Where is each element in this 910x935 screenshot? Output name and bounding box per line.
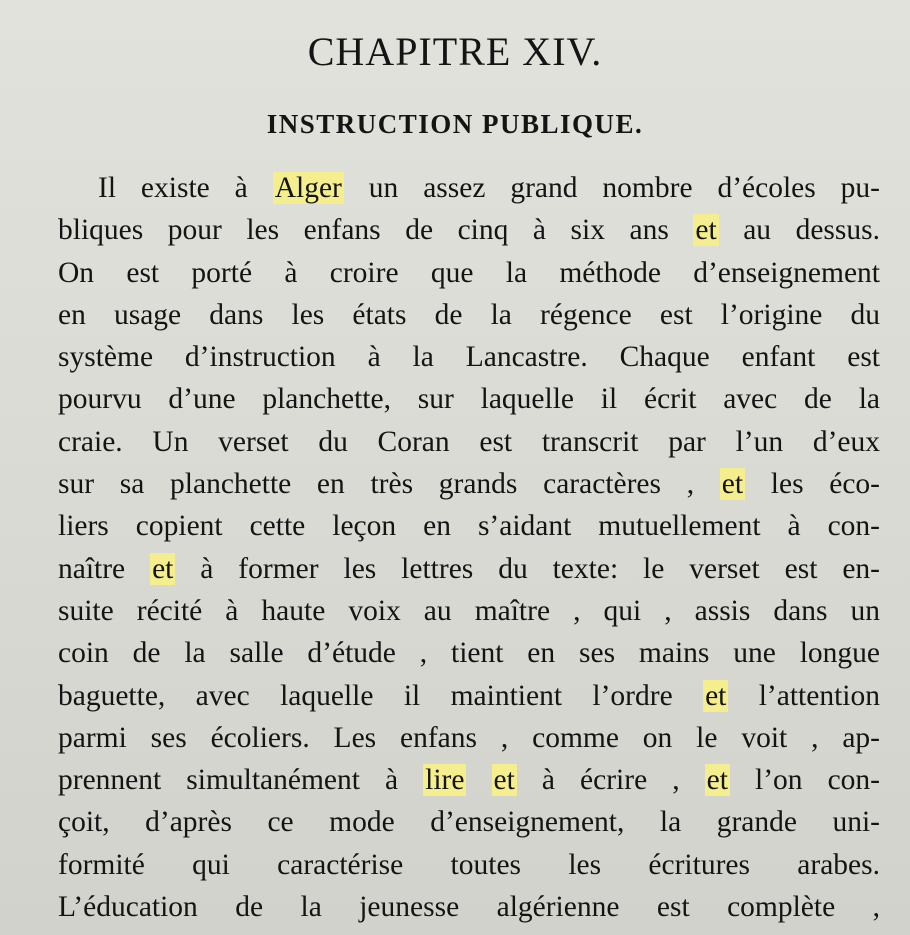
text-segment: prennent simultanément à: [58, 764, 424, 797]
text-segment: système d’instruction à la Lancastre. Chaque enfant est: [58, 341, 880, 374]
text-line: [58, 463, 880, 505]
text-line: [58, 548, 880, 590]
text-line: [58, 209, 880, 251]
text-segment: l’on con-: [729, 764, 881, 797]
text-segment: à former les lettres du texte: le verset est en-: [175, 552, 880, 585]
text-segment: parmi ses écoliers. Les enfans , comme on le voit , ap-: [58, 721, 880, 754]
highlighted-word: et: [493, 764, 515, 797]
text-line: [58, 336, 880, 378]
text-segment: au dessus.: [718, 214, 880, 247]
highlighted-word: et: [706, 764, 728, 797]
text-segment: naître: [58, 552, 151, 585]
text-segment: en usage dans les états de la régence est l’origine du: [58, 298, 880, 331]
highlighted-word: lire: [425, 764, 465, 797]
text-segment: liers copient cette leçon en s’aidant mutuellement à con-: [58, 510, 880, 543]
text-segment: formité qui caractérise toutes les écritures arabes.: [58, 848, 880, 881]
text-line: [58, 675, 880, 717]
text-segment: On est porté à croire que la méthode d’enseignement: [58, 256, 880, 289]
section-title: INSTRUCTION PUBLIQUE.: [266, 109, 644, 139]
text-segment: les éco-: [745, 468, 881, 501]
text-line: [58, 378, 880, 420]
chapter-title: CHAPITRE XIV.: [307, 29, 603, 74]
text-segment: baguette, avec laquelle il maintient l’ordre: [58, 679, 704, 712]
text-segment: suite récité à haute voix au maître , qui , assis dans un: [58, 594, 880, 627]
text-segment: coin de la salle d’étude , tient en ses mains une longue: [58, 637, 880, 670]
highlighted-word: et: [695, 214, 717, 247]
text-line: [58, 252, 880, 294]
highlighted-word: et: [152, 552, 174, 585]
text-segment: l’attention: [728, 679, 880, 712]
text-line: [58, 167, 880, 209]
text-segment: un assez grand nombre d’écoles pu-: [343, 172, 880, 204]
text-line: [58, 844, 880, 886]
text-segment: craie. Un verset du Coran est transcrit par l’un d’eux: [58, 425, 880, 458]
text-line: [58, 717, 880, 759]
highlighted-word: et: [705, 679, 727, 712]
text-line: [58, 759, 880, 801]
text-line: [58, 505, 880, 547]
text-segment: bliques pour les enfans de cinq à six ans: [58, 214, 694, 247]
text-line: [58, 801, 880, 843]
body-paragraph: [58, 167, 880, 928]
text-line: [58, 421, 880, 463]
text-line: [58, 886, 880, 928]
text-segment: [466, 764, 491, 796]
text-segment: à écrire ,: [516, 764, 705, 797]
text-line: [58, 632, 880, 674]
text-line: [58, 590, 880, 632]
text-segment: Il existe à: [98, 172, 273, 204]
text-segment: çoit, d’après ce mode d’enseignement, la grande uni-: [58, 806, 880, 839]
text-segment: sur sa planchette en très grands caractères ,: [58, 468, 720, 501]
text-line: [58, 294, 880, 336]
text-segment: pourvu d’une planchette, sur laquelle il écrit avec de la: [58, 383, 880, 416]
highlighted-word: Alger: [274, 172, 342, 204]
text-segment: L’éducation de la jeunesse algérienne est complète ,: [58, 891, 880, 924]
highlighted-word: et: [721, 468, 744, 501]
